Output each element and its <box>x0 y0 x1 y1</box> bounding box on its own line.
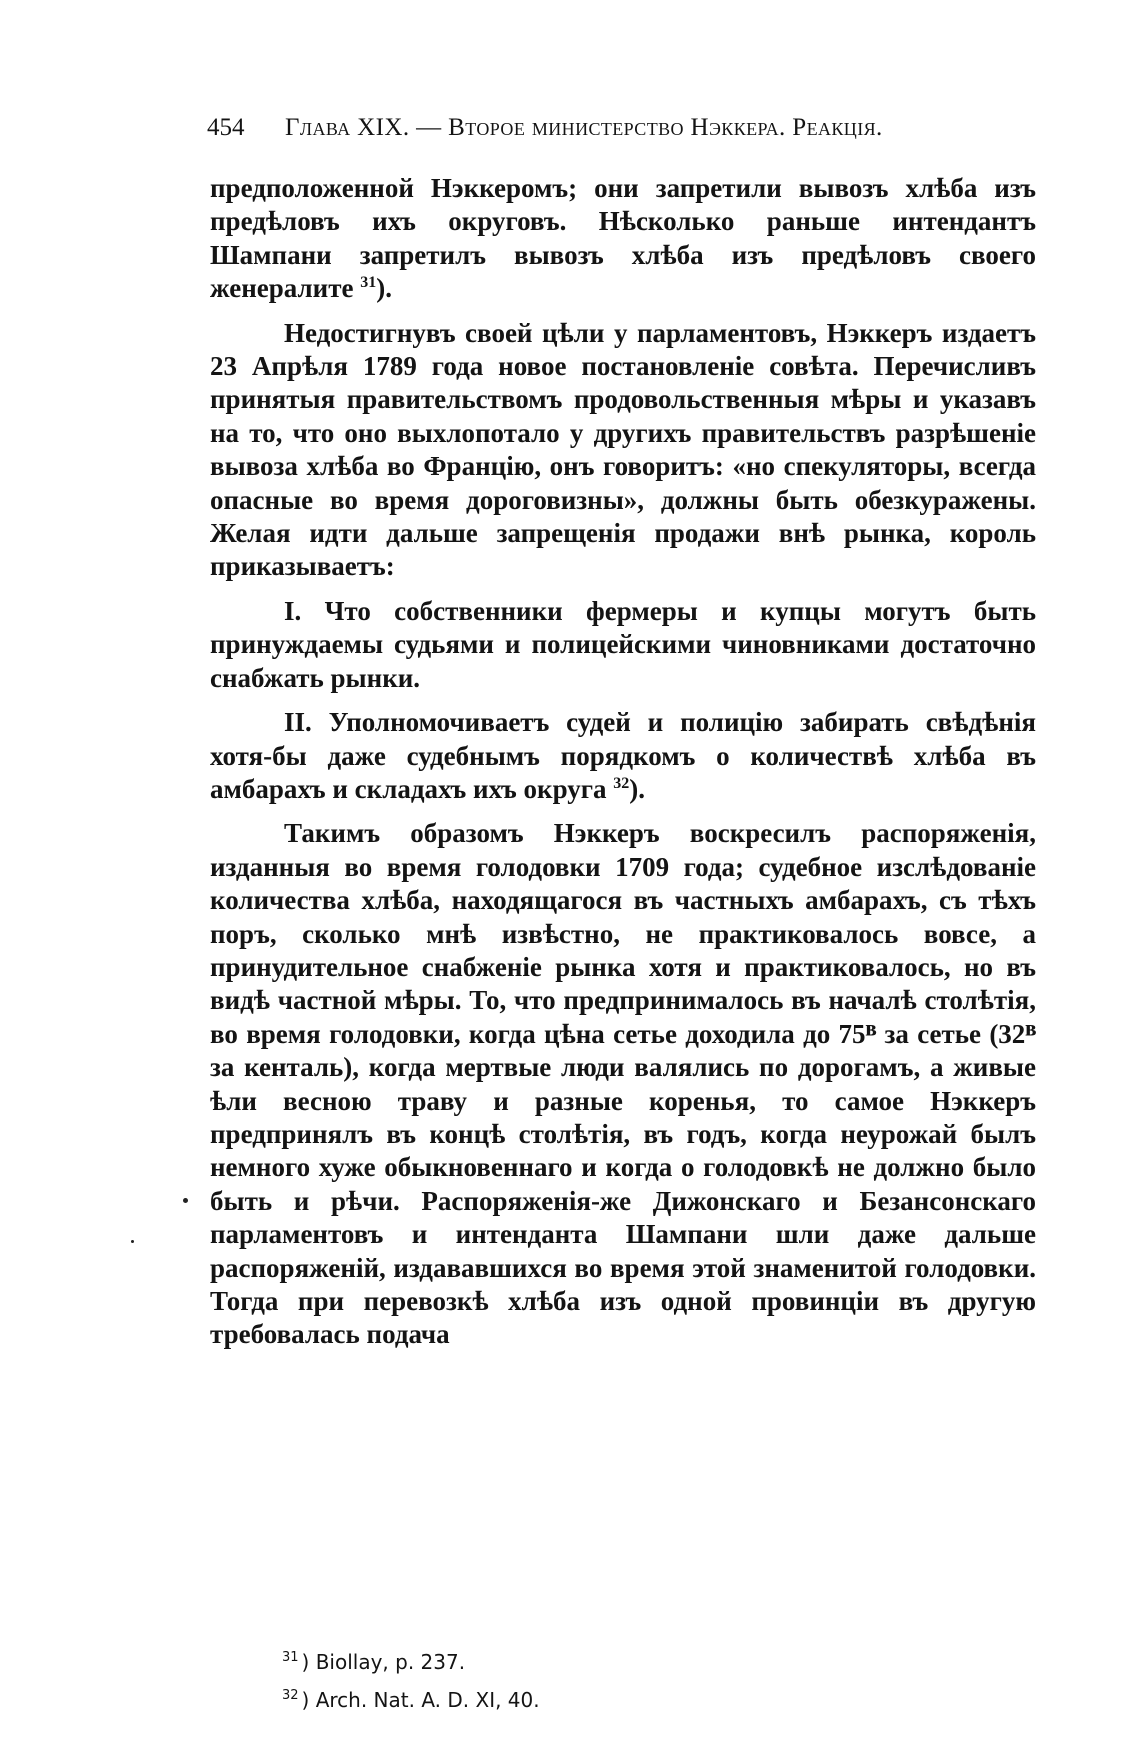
paragraph-tail: ). <box>629 773 645 804</box>
footnote-text: ) Arch. Nat. A. D. XI, 40. <box>301 1688 540 1712</box>
paragraph-text: Недостигнувъ своей цѣли у парламентовъ, Нэккеръ издаетъ 23 Апрѣля 1789 года новое постановленіе совѣта. Перечисливъ принятыя правительствомъ продовольственныя мѣры и указавъ на то, что оно выхлопотало у другихъ правительствъ разрѣшеніе вывоза хлѣба во Францію, онъ говоритъ: «но спекуляторы, всегда опасные во время дороговизны», должны быть обезкуражены. Желая идти дальше запрещенія продажи внѣ рынка, король приказываетъ: <box>210 317 1036 582</box>
paragraph-tail: ). <box>376 273 392 304</box>
footnote-mark: 31 <box>282 1650 299 1666</box>
footnote-32 <box>282 1681 902 1719</box>
footnote-31 <box>282 1643 902 1681</box>
print-speck <box>183 1198 188 1203</box>
print-speck <box>131 1240 134 1243</box>
body-text <box>210 172 1036 1352</box>
paragraph-5 <box>210 817 1036 1352</box>
paragraph-2 <box>210 317 1036 584</box>
footnote-ref-32: 32 <box>613 774 630 792</box>
footnote-mark: 32 <box>282 1688 299 1704</box>
page-header <box>207 110 1039 146</box>
footnote-ref-31: 31 <box>360 274 377 292</box>
paragraph-text: Такимъ образомъ Нэккеръ воскресилъ распоряженія, изданныя во время голодовки 1709 года; судебное изслѣдованіе количества хлѣба, находящагося въ частныхъ амбарахъ, съ тѣхъ поръ, сколько мнѣ извѣстно, не практиковалось вовсе, а принудительное снабженіе рынка хотя и практиковалось, но въ видѣ частной мѣры. То, что предпринималось въ началѣ столѣтія, во время голодовки, когда цѣна сетье доходила до 75ᴮ за сетье (32ᴮ за кенталь), когда мертвые люди валялись по дорогамъ, а живые ѣли весною траву и разные коренья, то самое Нэккеръ предпринялъ въ концѣ столѣтія, въ годъ, когда неурожай былъ немного хуже обыкновеннаго и когда о голодовкѣ не должно было быть и рѣчи. Распоряженія-же Дижонскаго и Безансонскаго парламентовъ и интенданта Шампани шли даже дальше распоряженій, издававшихся во время этой знаменитой голодовки. Тогда при перевозкѣ хлѣба изъ одной провинціи въ другую требовалась подача <box>210 818 1036 1350</box>
paragraph-text: I. Что собственники фермеры и купцы могутъ быть принуждаемы судьями и полицейскими чиновниками достаточно снабжать рынки. <box>210 595 1036 693</box>
paragraph-text: предположенной Нэккеромъ; они запретили вывозъ хлѣба изъ предѣловъ ихъ округовъ. Нѣсколько раньше интендантъ Шампани запретилъ вывозъ хлѣба изъ предѣловъ своего женералите <box>210 173 1036 304</box>
footnote-text: ) Biollay, p. 237. <box>301 1650 466 1674</box>
page-number: 454 <box>207 114 245 141</box>
paragraph-text: II. Уполномочиваетъ судей и полицію забирать свѣдѣнія хотя-бы даже судебнымъ порядкомъ о количествѣ хлѣба въ амбарахъ и складахъ ихъ округа <box>210 707 1036 804</box>
paragraph-3 <box>210 595 1036 695</box>
footnotes <box>282 1643 902 1719</box>
paragraph-1 <box>210 172 1036 306</box>
paragraph-4 <box>210 706 1036 806</box>
running-head: Глава XIX. — Второе министерство Нэккера. Реакція. <box>285 114 883 141</box>
